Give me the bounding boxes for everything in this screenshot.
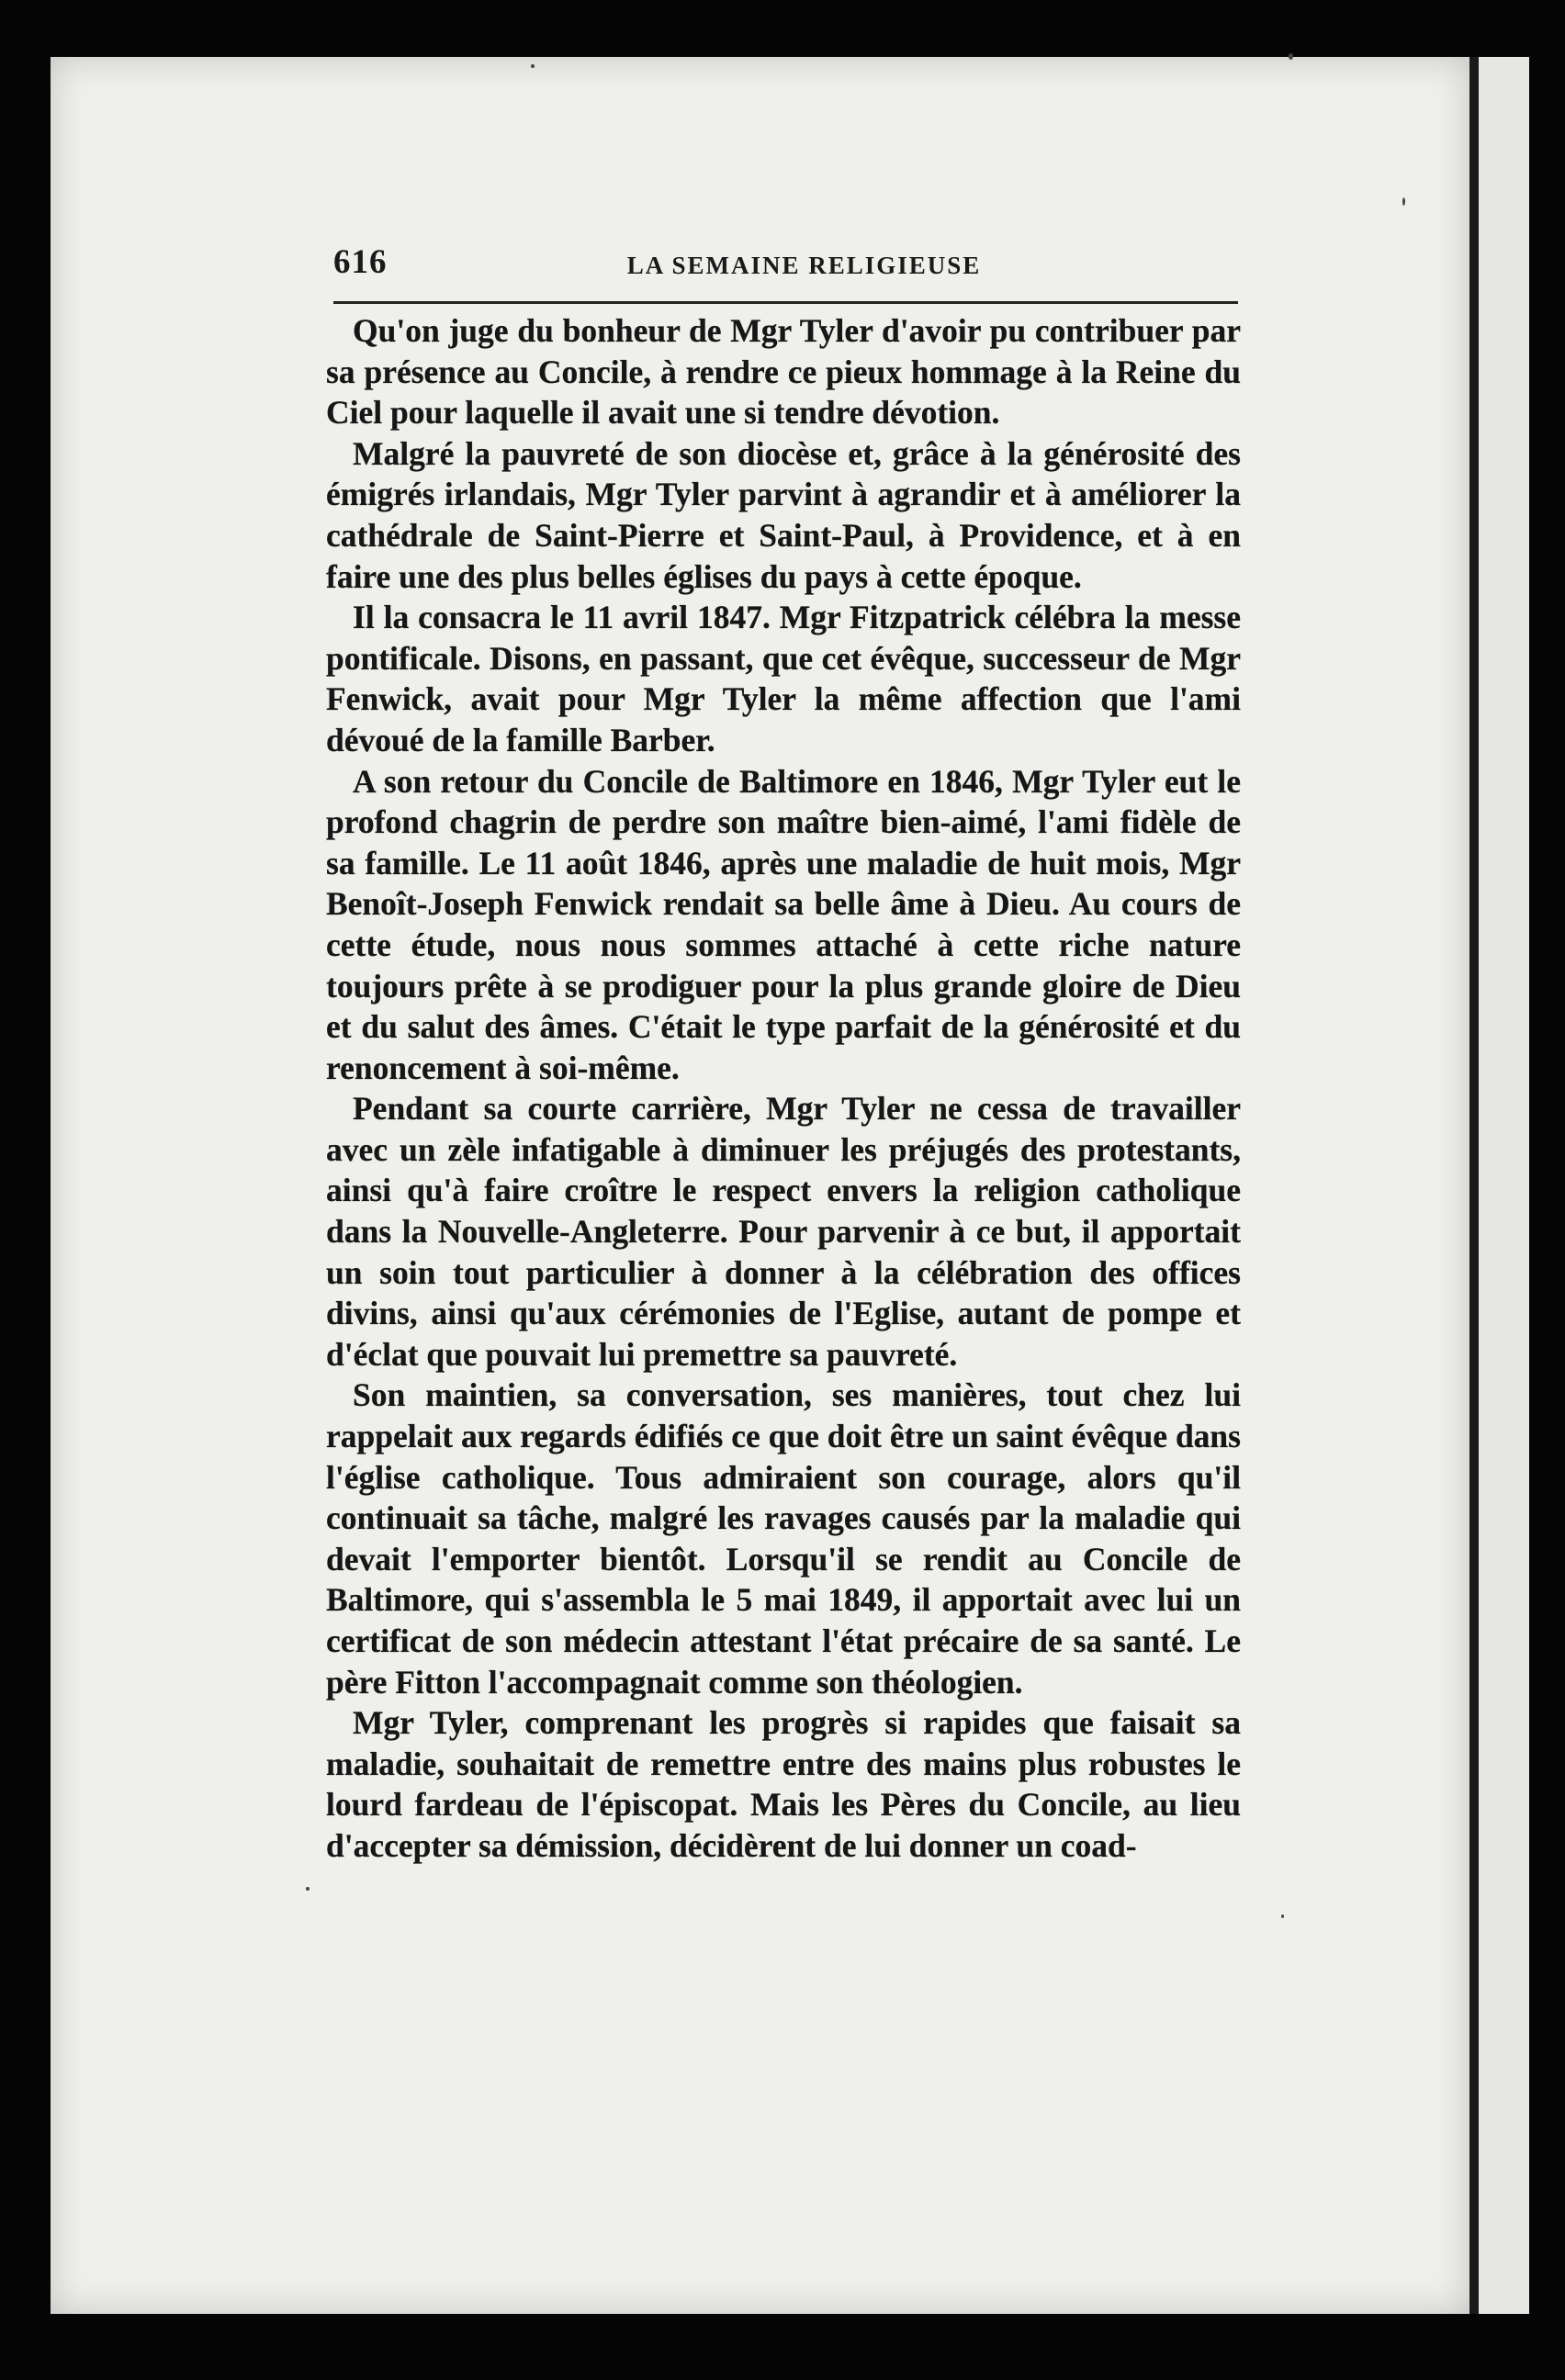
paragraph: A son retour du Concile de Baltimore en 1846, Mgr Tyler eut le profond chagrin de perdre son maître bien-aimé, l'ami fidèle de sa famille. Le 11 août 1846, après une maladie de huit mois, Mgr Benoît-Joseph Fenwick rendait sa belle âme à Dieu. Au cours de cette étude, nous nous sommes attaché à cette riche nature toujours prête à se prodiguer pour la plus grande gloire de Dieu et du salut des âmes. C'était le type parfait de la générosité et du renoncement à soi-même. [326, 762, 1241, 1086]
scan-speck [1402, 197, 1405, 206]
header-rule [333, 301, 1238, 304]
running-title: LA SEMAINE RELIGIEUSE [626, 252, 982, 279]
adjacent-page-edge [1479, 57, 1529, 2314]
paragraph: Il la consacra le 11 avril 1847. Mgr Fitzpatrick célébra la messe pontificale. Disons, en passant, que cet évêque, successeur de Mgr Fenwick, avait pour Mgr Tyler la même affection que l'ami dévoué de la famille Barber. [326, 599, 1241, 758]
page-header [333, 237, 1238, 294]
paragraph: Pendant sa courte carrière, Mgr Tyler ne cessa de travailler avec un zèle infatigable à diminuer les préjugés des protestants, ainsi qu'à faire croître le respect envers la religion catholique dans la Nouvelle-Angleterre. Pour parvenir à ce but, il apportait un soin tout particulier à donner à la célébration des offices divins, ainsi qu'aux cérémonies de l'Eglise, autant de pompe et d'éclat que pouvait lui premettre sa pauvreté. [326, 1090, 1241, 1373]
scan-speck [1289, 53, 1293, 60]
paragraph: Qu'on juge du bonheur de Mgr Tyler d'avoir pu contribuer par sa présence au Concile, à rendre ce pieux hommage à la Reine du Ciel pour laquelle il avait une si tendre dévotion. [326, 312, 1241, 432]
scan-speck [306, 1887, 310, 1891]
paragraph: Malgré la pauvreté de son diocèse et, grâce à la générosité des émigrés irlandais, Mgr Tyler parvint à agrandir et à améliorer la cathédrale de Saint-Pierre et Saint-Paul, à Providence, et à en faire une des plus belles églises du pays à cette époque. [326, 434, 1241, 595]
body-text [326, 310, 1241, 1867]
scan-speck [1281, 1914, 1284, 1918]
page-number: 616 [333, 243, 388, 281]
page-gutter-shadow [1469, 57, 1479, 2314]
scan-speck [531, 64, 535, 68]
paragraph: Mgr Tyler, comprenant les progrès si rapides que faisait sa maladie, souhaitait de remettre entre des mains plus robustes le lourd fardeau de l'épiscopat. Mais les Pères du Concile, au lieu d'accepter sa démission, décidèrent de lui donner un coad- [326, 1704, 1241, 1864]
paragraph: Son maintien, sa conversation, ses manières, tout chez lui rappelait aux regards édifiés ce que doit être un saint évêque dans l'église catholique. Tous admiraient son courage, alors qu'il continuait sa tâche, malgré les ravages causés par la maladie qui devait l'emporter bientôt. Lorsqu'il se rendit au Concile de Baltimore, qui s'assembla le 5 mai 1849, il apportait avec lui un certificat de son médecin attestant l'état précaire de sa santé. Le père Fitton l'accompagnait comme son théologien. [326, 1376, 1241, 1701]
